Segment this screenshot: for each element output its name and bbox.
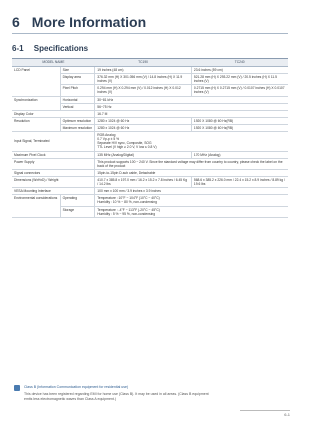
row-sublabel: Size: [60, 67, 95, 74]
cell-tc190: 410.7 x 385.8 x 197.0 mm / 16.2 x 15.2 x 7.8 inches / 6.45 Kg / 14.2 lbs: [95, 176, 192, 187]
cell-tc190: 0.294 mm (H) X 0.294 mm (V) / 0.012 inches (H) X 0.012 inches (V): [95, 85, 192, 96]
row-sublabel: Optimum resolution: [60, 117, 95, 124]
table-row: [12, 151, 288, 158]
row-label: Environmental considerations: [12, 195, 60, 217]
row-sublabel: Display area: [60, 74, 95, 85]
cell-tc190: 19 inches (48 cm): [95, 67, 192, 74]
cell-tc240: 1920 X 1080 @ 60 Hz(RB): [191, 117, 288, 124]
table-row: [12, 96, 288, 103]
row-sublabel: Horizontal: [60, 96, 95, 103]
section-heading: [12, 44, 96, 53]
note-icon: [14, 385, 20, 391]
table-row: [12, 169, 288, 176]
row-label: Maximum Pixel Clock: [12, 151, 95, 158]
chapter-title: More Information: [31, 14, 147, 30]
note-title: Class B (Information Communication equipment for residential use): [24, 385, 129, 389]
row-label: Power Supply: [12, 158, 95, 169]
table-row: [12, 67, 288, 74]
chapter-heading: [12, 12, 288, 34]
row-label: Resolution: [12, 117, 60, 131]
row-label: Dimensions (WxHxD) / Weight: [12, 176, 95, 187]
row-label: Synchronization: [12, 96, 60, 110]
cell-shared: 16.7 M: [95, 110, 288, 117]
table-row: [12, 132, 288, 151]
table-row: [12, 188, 288, 195]
section-title: Specifications: [33, 44, 89, 53]
section-number: 6-1: [12, 44, 24, 53]
cell-tc240: 23.6 inches (59 cm): [191, 67, 288, 74]
cell-shared: 100 mm x 100 mm / 3.9 inches x 3.9 inches: [95, 188, 288, 195]
cell-shared: This product supports 100 ~ 240 V. Since the standard voltage may differ from country to country, please check the label on the back of the product: [95, 158, 288, 169]
row-label: VESA Mounting Interface: [12, 188, 95, 195]
row-sublabel: Maximum resolution: [60, 124, 95, 131]
cell-tc240: 1920 X 1080 @ 60 Hz(RB): [191, 124, 288, 131]
cell-shared: 15pin-to-15pin D-sub cable, Detachable: [95, 169, 288, 176]
note-body-line: This device has been registered regarding EMI for home use (Class B). It may be used in all areas. (Class B equipment: [24, 392, 209, 396]
table-row: [12, 110, 288, 117]
table-row: [12, 195, 288, 206]
cell-shared: 56~75 Hz: [95, 103, 288, 110]
note-body-line: emits less electromagnetic waves than Class A equipment.): [24, 397, 117, 401]
column-header: TC240: [191, 59, 288, 67]
cell-tc240: 521.28 mm (H) X 293.22 mm (V) / 20.5 inches (H) X 11.5 inches (V): [191, 74, 288, 85]
specifications-table: [12, 58, 288, 218]
column-header: TC190: [95, 59, 192, 67]
cell-tc240: 568.6 x 385.2 x 226.0 mm / 22.4 x 15.2 x 8.9 inches / 8.89 kg / 19.6 lbs: [191, 176, 288, 187]
row-label: Input Signal, Terminated: [12, 132, 95, 151]
row-label: Display Color: [12, 110, 95, 117]
table-header-row: [12, 59, 288, 67]
table-row: [12, 176, 288, 187]
cell-tc190: 1280 x 1024 @ 60 Hz: [95, 117, 192, 124]
cell-shared: 30~81 kHz: [95, 96, 288, 103]
cell-tc190: 135 MHz (Analog/Digital): [95, 151, 192, 158]
row-sublabel: Operating: [60, 195, 95, 206]
page-number: 6-1: [284, 412, 290, 417]
chapter-number: 6: [12, 14, 20, 30]
table-row: [12, 117, 288, 124]
cell-tc240: 170 MHz (Analog): [191, 151, 288, 158]
row-label: LCD Panel: [12, 67, 60, 97]
cell-shared: RGB Analog 0.7 Vp-p ± 5 % Separate H/V sync, Composite, SOG TTL Level (V high ≥ 2.0 V, V low ≤ 0.8 V): [95, 132, 288, 151]
cell-shared: Temperature : -4°F ~ 113°F (-20°C ~ 45°C) Humidity : 5 % ~ 95 %, non-condensing: [95, 206, 288, 217]
cell-tc190: 376.32 mm (H) X 301.056 mm (V) / 14.8 inches (H) X 11.9 inches (V): [95, 74, 192, 85]
row-sublabel: Pixel Pitch: [60, 85, 95, 96]
row-sublabel: Storage: [60, 206, 95, 217]
cell-tc190: 1280 x 1024 @ 60 Hz: [95, 124, 192, 131]
column-header: MODEL NAME: [12, 59, 95, 67]
cell-shared: Temperature : 10°F ~ 104°F (10°C ~ 40°C) Humidity : 10 % ~ 80 %, non-condensing: [95, 195, 288, 206]
cell-tc240: 0.2715 mm (H) X 0.2715 mm (V) / 0.0107 inches (H) X 0.0107 inches (V): [191, 85, 288, 96]
row-sublabel: Vertical: [60, 103, 95, 110]
table-row: [12, 158, 288, 169]
row-label: Signal connectors: [12, 169, 95, 176]
footer-divider: [240, 410, 290, 411]
